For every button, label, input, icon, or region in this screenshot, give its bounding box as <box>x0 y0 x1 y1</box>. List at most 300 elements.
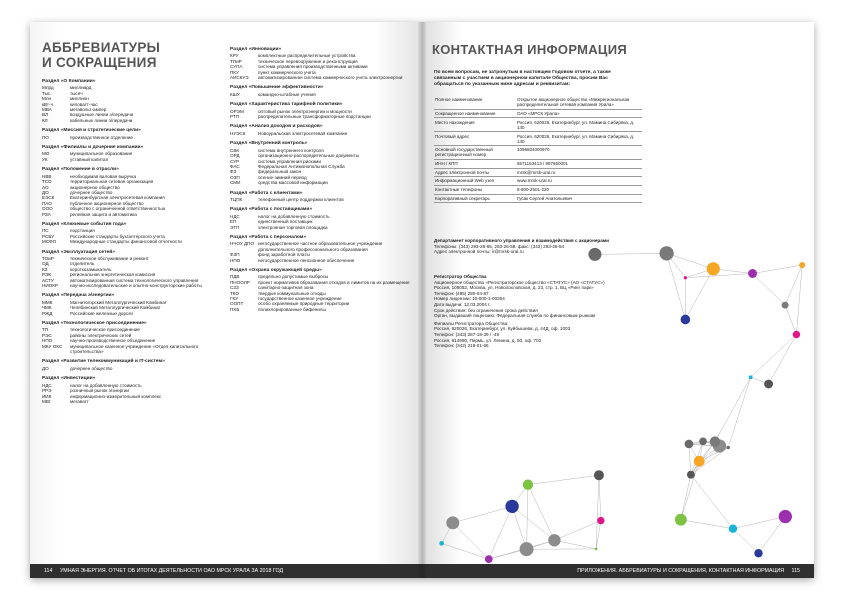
abbreviation: РРЭ <box>42 388 52 394</box>
definition: электронная торговая площадка <box>258 224 328 230</box>
network-link <box>681 461 699 519</box>
contact-value: www.mrsk-ural.ru <box>516 177 642 186</box>
text-line: Телефон: (342) 218-01-66 <box>434 343 489 349</box>
abbreviation: РТП <box>230 114 239 120</box>
section-title: Раздел «Эксплуатация сетей» <box>42 249 115 255</box>
section-title: Раздел «Характеристика тарифной политики» <box>230 102 343 108</box>
definition: техническое обслуживание и ремонт <box>70 255 149 261</box>
text-line: Орган, выдавший лицензию: Федеральная служба по финансовым рынкам <box>434 313 596 319</box>
network-node <box>799 262 805 268</box>
network-node <box>675 514 687 526</box>
branches-lines <box>434 326 669 348</box>
definition: подстанция <box>70 228 95 234</box>
right-page <box>422 22 814 578</box>
network-node <box>764 380 773 389</box>
definition: система управления рисками <box>258 158 321 164</box>
contact-row <box>434 132 642 146</box>
network-link <box>489 506 512 559</box>
abbr-section <box>230 268 410 312</box>
definition: налог на добавленную стоимость <box>258 213 330 219</box>
section-title: Раздел «Филиалы и дочерние компании» <box>42 145 144 151</box>
definition: Челябинский Металлургический Комбинат <box>70 305 161 311</box>
abbreviation: НЧОУ ДПО <box>230 241 255 247</box>
definition: необходимая валовая выручка <box>70 173 137 179</box>
abbreviation: ИИК <box>42 393 52 399</box>
contact-intro: По всем вопросам, не затронутым в настоящем Годовом отчете, а также связанным с участием в акционерном капитале Общества, просим Вас обращаться по указанным ниже адресам и реквизитам: <box>434 70 611 87</box>
abbreviation: Млн <box>42 96 52 102</box>
abbreviation: ПНООЛР <box>230 279 250 285</box>
abbreviation: СВК <box>230 147 240 153</box>
network-link <box>681 475 691 520</box>
network-link <box>554 540 596 549</box>
abbr-row <box>230 225 410 230</box>
network-link <box>453 523 489 559</box>
text-line: Дата выдачи: 12.03.2004 г. <box>434 301 491 307</box>
network-node <box>523 479 533 489</box>
contact-label: ИНН / КПП <box>434 159 516 168</box>
section-title: Раздел «Положение в отрасли» <box>42 167 119 173</box>
abbreviation: ПАО <box>42 200 52 206</box>
abbreviation: ФАС <box>230 163 240 169</box>
network-link <box>751 334 797 377</box>
abbr-row <box>42 399 222 404</box>
abbr-section <box>230 191 410 203</box>
abbr-section <box>230 124 410 136</box>
network-link <box>733 529 759 554</box>
network-node <box>699 437 707 445</box>
definition: Российские железные дороги <box>70 310 133 316</box>
contact-table <box>434 96 642 203</box>
contact-label: Сокращенное наименование <box>434 109 516 118</box>
definition: информационно-измерительный комплекс <box>70 393 162 399</box>
definition: региональная энергетическая комиссия <box>70 272 156 278</box>
abbr-row <box>230 75 410 80</box>
contact-label: Место нахождения <box>434 118 516 132</box>
abbr-row <box>230 241 410 252</box>
definition: акционерное общество <box>70 184 120 190</box>
contact-label: Основной государственный регистрационный номер <box>434 146 516 160</box>
network-node <box>779 510 792 523</box>
abbreviation: КШУ <box>230 91 240 97</box>
text-line: Телефон: (495) 280-04-87 <box>434 290 489 296</box>
abbr-row <box>230 197 410 202</box>
contact-value: 6671163413 / 997650001 <box>516 159 642 168</box>
footer-text: ПРИЛОЖЕНИЯ. АББРЕВИАТУРЫ И СОКРАЩЕНИЯ, КОНТАКТНАЯ ИНФОРМАЦИЯ <box>577 568 785 574</box>
abbreviation: ООПТ <box>230 301 244 307</box>
abbreviation: ЕП <box>230 219 237 225</box>
abbreviation: АСТУ <box>42 277 54 283</box>
definition: особо охраняемые природные территории <box>258 301 350 307</box>
abbreviation: УК <box>42 156 48 162</box>
section-title: Раздел «Повышение эффективности» <box>230 85 324 91</box>
network-link <box>796 265 802 334</box>
abbreviation: МСФО <box>42 239 57 245</box>
abbreviation: НПО <box>42 338 53 344</box>
right-footer <box>422 564 814 578</box>
abbreviation: ПКУ <box>230 69 239 75</box>
definition: система управления производственными активами <box>258 64 368 70</box>
network-node <box>710 436 721 447</box>
contact-label: Контактные телефоны <box>434 185 516 194</box>
abbreviation: АО <box>42 184 49 190</box>
abbr-section <box>230 47 410 80</box>
definition: пункт коммерческого учета <box>258 69 316 75</box>
left-footer <box>30 564 422 578</box>
network-link <box>599 475 601 520</box>
network-node <box>793 331 800 338</box>
abbr-section <box>42 79 222 123</box>
section-title: Раздел «Работа с поставщиками» <box>230 207 313 213</box>
definition: короткозамыкатель <box>70 266 112 272</box>
abbreviation: РЭК <box>42 272 52 278</box>
definition: уставный капитал <box>70 156 109 162</box>
text-line: Номер лицензии: 10-000-1-00304 <box>434 296 505 302</box>
abbreviation: АИСКУЭ <box>230 75 249 81</box>
network-node <box>439 541 444 546</box>
contact-row <box>434 168 642 177</box>
section-title: Раздел «Ключевые события года» <box>42 221 127 227</box>
network-node <box>681 315 691 325</box>
network-node <box>520 542 534 556</box>
contact-value: Россия, 620026, Екатеринбург, ул. Мамина Сибиряка, д. 140 <box>516 118 642 132</box>
contact-row <box>434 177 642 186</box>
definition: негосударственное пенсионное обеспечение <box>258 257 355 263</box>
definition: федеральный закон <box>258 169 302 175</box>
book-spine <box>418 22 426 578</box>
section-title: Раздел «О Компании» <box>42 79 96 84</box>
contact-row <box>434 185 642 194</box>
abbr-row <box>230 131 410 136</box>
section-title: Раздел «Работа с клиентами» <box>230 190 303 196</box>
abbreviation: НУЭСК <box>230 130 246 136</box>
network-link <box>554 521 600 541</box>
network-node <box>597 517 604 524</box>
definition: дочернее общество <box>70 365 113 371</box>
definition: миллион <box>70 96 89 102</box>
definition: Екатеринбургская электросетевая компания <box>70 195 165 201</box>
abbr-section <box>42 145 222 162</box>
left-page <box>30 22 422 578</box>
network-link <box>512 506 554 540</box>
network-node <box>694 456 705 467</box>
abbreviation: КЛ <box>42 117 48 123</box>
definition: районы электрических сетей <box>70 332 132 338</box>
definition: муниципальное образование <box>70 151 133 157</box>
definition: распределительные трансформаторные подстанции <box>258 114 371 120</box>
abbreviation: Тыс. <box>42 90 52 96</box>
definition: предельно допустимые выбросы <box>258 274 329 280</box>
definition: общество с ограниченной ответственностью <box>70 206 166 212</box>
abbreviation: СУПА <box>230 64 243 70</box>
definition: муниципальное казенное учреждение «Отдел капитального строительства» <box>70 343 199 355</box>
abbr-section <box>230 235 410 263</box>
department-lines <box>434 244 654 255</box>
network-node <box>754 549 762 557</box>
abbr-row <box>230 180 410 185</box>
abbr-row <box>42 311 222 316</box>
definition: твердые коммунальные отходы <box>258 290 326 296</box>
definition: полихлорированные бифенилы <box>258 306 326 312</box>
network-link <box>753 265 803 273</box>
abbreviation: ДО <box>42 365 49 371</box>
section-title: Раздел «Развитие телекоммуникаций и IT-систем» <box>42 359 165 365</box>
text-line: Россия, 109052, Москва, ул. Новохохловская, д. 23, стр. 1, БЦ «Ринг парк» <box>434 285 594 291</box>
abbreviation: ТПиР <box>230 58 242 64</box>
contact-row <box>434 118 642 132</box>
network-link <box>681 520 733 529</box>
network-link <box>596 475 599 549</box>
network-link <box>528 475 599 484</box>
title-line-1: АББРЕВИАТУРЫ <box>42 40 161 55</box>
network-node <box>684 276 687 279</box>
abbreviation: РЗА <box>42 211 51 217</box>
section-title: Раздел «Инновации» <box>230 47 282 52</box>
definition: телефонный центр поддержки клиентов <box>258 196 344 202</box>
abbreviation: ММК <box>42 299 53 305</box>
contact-label: Информационный Web узел <box>434 177 516 186</box>
definition: миллиард <box>70 85 92 91</box>
definition: система внутреннего контроля <box>258 147 324 153</box>
abbreviation: НДС <box>42 382 52 388</box>
network-link <box>442 543 489 559</box>
definition: Федеральная Антимонопольная Служба <box>258 163 345 169</box>
section-title: Раздел «Работа с персоналом» <box>230 234 307 240</box>
contact-label: Почтовый адрес <box>434 132 516 146</box>
definition: средства массовой информации <box>258 180 328 186</box>
contact-row <box>434 96 642 109</box>
definition: командно-штабные учения <box>258 91 316 97</box>
abbr-section <box>230 141 410 185</box>
section-title: Раздел «Инвестиции» <box>42 376 96 382</box>
branches-title: Филиалы Регистратора Общества: <box>434 320 509 326</box>
abbreviation: НДС <box>230 213 240 219</box>
abbr-section <box>42 376 222 404</box>
page-number: 114 <box>44 568 53 574</box>
contact-row <box>434 159 642 168</box>
definition: кабельные линии э/передачи <box>70 117 133 123</box>
contact-label: Корпоративный секретарь <box>434 194 516 203</box>
abbreviation: Млрд <box>42 85 54 91</box>
definition: санитарно-защитная зона <box>258 285 314 291</box>
definition: Магнитогорский Металлургический Комбинат <box>70 299 167 305</box>
abbreviation: РЭС <box>42 332 52 338</box>
definition: комплектные распределительные устройства <box>258 53 356 59</box>
contact-value: Россия, 620026, Екатеринбург, ул. Мамина Сибиряка, д. 140 <box>516 132 642 146</box>
registrar-block <box>434 274 669 349</box>
network-node <box>748 269 757 278</box>
definition: отделитель <box>70 261 95 267</box>
contact-label: Полное наименование <box>434 96 516 109</box>
text-line: Телефон: (343) 287-18-39 / -49 <box>434 331 500 337</box>
contact-row <box>434 146 642 160</box>
network-node <box>727 446 730 449</box>
section-title: Раздел «Охрана окружающей среды» <box>230 268 322 273</box>
registrar-title: Регистратор Общества <box>434 274 487 279</box>
abbreviation: ОРЭМ <box>230 108 244 114</box>
section-title: Раздел «Миссия и стратегические цели» <box>42 128 141 134</box>
definition: розничный рынок э/энергии <box>70 388 129 394</box>
definition: дочернее общество <box>70 189 113 195</box>
definition: научно-исследовательские и опытно-конструкторские работы <box>70 283 202 288</box>
abbr-row <box>230 114 410 119</box>
network-link <box>528 485 554 541</box>
text-line: Срок действия: без ограничения срока действия <box>434 307 538 313</box>
abbreviation: ТСО <box>42 179 52 185</box>
abbr-row <box>42 212 222 217</box>
definition: публичное акционерное общество <box>70 200 144 206</box>
network-node <box>446 516 459 529</box>
abbreviation: ВЛ <box>42 112 49 118</box>
abbr-row <box>42 239 222 244</box>
abbreviation: НИОКР <box>42 283 58 288</box>
section-title: Раздел «Внутренний контроль» <box>230 141 308 147</box>
contact-value: 8-800-2501-220 <box>516 185 642 194</box>
abbreviation: ООО <box>42 206 53 212</box>
definition: Российские стандарты бухгалтерского учета <box>70 233 165 239</box>
definition: научно-производственное объединение <box>70 338 156 344</box>
network-link <box>769 334 797 384</box>
network-link <box>453 506 512 522</box>
section-title: Раздел «Технологическое присоединение» <box>42 321 147 327</box>
abbreviation: НПО <box>230 257 241 263</box>
abbr-row <box>230 258 410 263</box>
definition: Новоуральская электросетевая компания <box>258 130 348 136</box>
network-link <box>667 253 686 319</box>
contact-row <box>434 109 642 118</box>
text-line: Адрес электронной почты: ir@mrsk-ural.ru <box>434 249 524 255</box>
text-line: Россия, 614990, Пермь, ул. Ленина, д. 50, оф. 702 <box>434 337 542 343</box>
network-node <box>687 471 695 479</box>
network-node <box>595 548 598 551</box>
abbreviation: ПО <box>42 134 49 140</box>
definition: негосударственное частное образовательное учреждение дополнительного профессионального образования <box>258 241 383 252</box>
department-title: Департамент корпоративного управления и взаимодействия с акционерами <box>434 238 610 243</box>
text-line: Телефоны: (343) 293-26-65, 293-26-58, факс: (343) 293-25-84 <box>434 243 565 249</box>
abbr-section <box>230 207 410 230</box>
text-line: Россия, 620026, Екатеринбург, ул. Куйбышева, д. 44Д, оф. 1003 <box>434 326 571 332</box>
definition: автоматизированная система коммерческого учета электроэнергии <box>258 75 403 81</box>
abbreviation: МО <box>42 151 50 157</box>
department-block <box>434 238 654 255</box>
definition: тысяч <box>70 90 83 96</box>
network-link <box>685 274 752 278</box>
network-link <box>785 265 802 305</box>
network-link <box>715 377 751 441</box>
network-graphic <box>422 204 814 564</box>
abbreviation: ФЗП <box>230 252 240 258</box>
report-spread <box>30 22 814 578</box>
definition: технологическое присоединение <box>70 327 140 333</box>
abbr-section <box>42 293 222 316</box>
abbreviation: РСБУ <box>42 233 55 239</box>
abbreviation: КЗ <box>42 266 48 272</box>
contact-row <box>434 194 642 203</box>
section-title: Раздел «Передача э/энергии» <box>42 293 115 299</box>
abbreviation: ЭТП <box>230 224 240 230</box>
abbreviation: кВт·ч <box>42 101 53 107</box>
network-link <box>667 253 714 268</box>
definition: воздушные линии э/передачи <box>70 112 134 118</box>
network-node <box>548 534 560 546</box>
text-line: Акционерное общество «Регистраторское общество «СТАТУС» (АО «СТАТУС») <box>434 279 605 285</box>
contact-label: Адрес электронной почты <box>434 168 516 177</box>
abbr-row <box>42 344 222 355</box>
network-link <box>689 444 691 475</box>
definition: государственное казенное учреждение <box>258 296 342 302</box>
network-link <box>785 305 796 334</box>
abbr-row <box>42 366 222 371</box>
definition: организационно-распорядительные документы <box>258 153 359 159</box>
abbr-row <box>42 118 222 123</box>
network-link <box>753 274 786 306</box>
abbreviations-column-2 <box>230 42 410 312</box>
abbr-section <box>42 359 222 371</box>
abbreviation: НВВ <box>42 173 52 179</box>
abbreviation: РЖД <box>42 310 53 316</box>
section-title: Раздел «Анализ доходов и расходов» <box>230 124 323 130</box>
network-link <box>527 485 528 550</box>
definition: мегаватт <box>70 398 89 404</box>
abbreviation: ФЗ <box>230 169 237 175</box>
network-node <box>594 470 604 480</box>
abbreviations-column-1 <box>42 74 222 404</box>
contact-title: КОНТАКТНАЯ ИНФОРМАЦИЯ <box>432 42 628 57</box>
abbreviation: ГКУ <box>230 296 239 302</box>
contact-value: Гусак Сергей Анатольевич <box>516 194 642 203</box>
abbr-row <box>42 157 222 162</box>
abbreviation: ОД <box>42 261 49 267</box>
definition: территориальная сетевая организация <box>70 179 154 185</box>
definition: осенне-зимний период <box>258 174 307 180</box>
abbreviation: КРУ <box>230 53 239 59</box>
network-node <box>729 525 737 533</box>
abbr-row <box>42 283 222 288</box>
network-node <box>505 500 518 513</box>
abbreviation: ЧМК <box>42 305 52 311</box>
definition: производственное отделение <box>70 134 133 140</box>
definition: фонд заработной платы <box>258 252 310 258</box>
abbr-section <box>230 102 410 119</box>
title-line-2: И СОКРАЩЕНИЯ <box>42 55 157 70</box>
network-node <box>685 440 694 449</box>
contact-value: mrsk@mrsk-ural.ru <box>516 168 642 177</box>
network-node <box>782 302 789 309</box>
abbr-row <box>230 307 410 312</box>
abbreviation: ТП <box>42 327 49 333</box>
definition: релейная защита и автоматика <box>70 211 137 217</box>
abbreviation: СУР <box>230 158 240 164</box>
definition: налог на добавленную стоимость <box>70 382 142 388</box>
network-link <box>691 475 733 529</box>
abbr-section <box>230 85 410 97</box>
abbr-section <box>42 321 222 354</box>
definition: техническое перевооружение и реконструкция <box>258 58 358 64</box>
footer-text: УМНАЯ ЭНЕРГИЯ. ОТЧЕТ ОБ ИТОГАХ ДЕЯТЕЛЬНОСТИ ОАО МРСК УРАЛА ЗА 2018 ГОД <box>59 568 284 574</box>
abbreviation: ЕЭСК <box>42 195 55 201</box>
abbreviations-title <box>42 40 160 70</box>
abbreviation: МКУ ОКС <box>42 343 63 349</box>
contact-value: ОАО «МРСК Урала» <box>516 109 642 118</box>
definition: автоматизированная система технологического управления <box>70 277 199 283</box>
abbreviation: ТЦПК <box>230 196 243 202</box>
definition: оптовый рынок электроэнергии и мощности <box>258 108 352 114</box>
network-link <box>728 377 750 447</box>
abbreviation: ДО <box>42 189 49 195</box>
abbr-section <box>42 222 222 245</box>
abbreviation: СЗЗ <box>230 285 239 291</box>
contact-value: 1056604000970 <box>516 146 642 160</box>
abbreviation: МВА <box>42 107 52 113</box>
